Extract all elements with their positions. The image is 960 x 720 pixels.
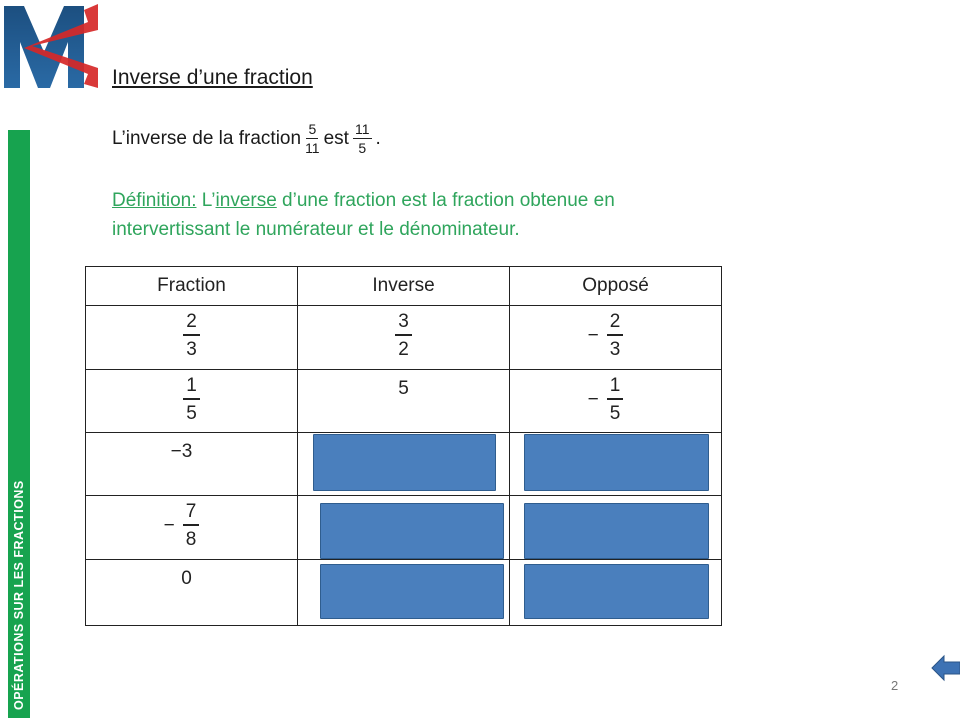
cell-oppose — [510, 306, 722, 370]
definition-term: inverse — [215, 190, 277, 211]
denominator: 8 — [185, 529, 197, 550]
numerator: 1 — [607, 376, 624, 400]
cell-fraction — [86, 560, 298, 626]
table-row — [86, 370, 722, 433]
cell-fraction — [86, 433, 298, 496]
reveal-box-inverse-row4[interactable] — [320, 503, 504, 559]
numerator: 3 — [395, 312, 412, 336]
definition-part1: L’ — [196, 190, 216, 211]
numerator: 2 — [607, 312, 624, 336]
reveal-box-oppose-row5[interactable] — [524, 564, 709, 619]
denominator: 3 — [609, 339, 621, 360]
cell-inverse — [298, 370, 510, 433]
left-arrow-icon[interactable] — [931, 654, 960, 682]
slide-title: Inverse d’une fraction — [112, 66, 313, 89]
denominator: 5 — [358, 140, 367, 156]
page-number: 2 — [891, 678, 899, 693]
table-row — [86, 306, 722, 370]
numerator: 5 — [308, 121, 317, 137]
table-header-row — [86, 267, 722, 306]
minus-sign: − — [587, 324, 599, 346]
minus-sign: − — [587, 388, 599, 410]
value: −3 — [170, 441, 193, 462]
denominator: 5 — [609, 403, 621, 424]
denominator: 11 — [305, 140, 320, 156]
numerator: 2 — [183, 312, 200, 336]
intro-prefix: L’inverse de la fraction — [112, 127, 302, 149]
definition-text — [112, 186, 712, 244]
intro-sentence — [112, 122, 381, 155]
intro-suffix: . — [375, 127, 381, 149]
intro-middle: est — [323, 127, 349, 149]
reveal-box-oppose-row3[interactable] — [524, 434, 709, 491]
reveal-box-oppose-row4[interactable] — [524, 503, 709, 559]
fraction-11-5 — [353, 122, 372, 155]
reveal-box-inverse-row3[interactable] — [313, 434, 496, 491]
value: 0 — [181, 568, 192, 589]
cell-fraction — [86, 496, 298, 560]
cell-fraction — [86, 370, 298, 433]
value: 5 — [398, 378, 409, 399]
sidebar-label: OPÉRATIONS SUR LES FRACTIONS — [12, 480, 26, 710]
header-inverse: Inverse — [298, 267, 510, 306]
minus-sign: − — [163, 514, 175, 536]
denominator: 5 — [186, 403, 197, 424]
denominator: 3 — [186, 339, 197, 360]
reveal-box-inverse-row5[interactable] — [320, 564, 504, 619]
cell-oppose — [510, 370, 722, 433]
numerator: 7 — [183, 502, 200, 526]
cell-fraction — [86, 306, 298, 370]
numerator: 1 — [183, 376, 200, 400]
header-oppose: Opposé — [510, 267, 722, 306]
cell-inverse — [298, 306, 510, 370]
header-fraction: Fraction — [86, 267, 298, 306]
denominator: 2 — [398, 339, 409, 360]
definition-part2: d’une fraction est la fraction obtenue en intervertissant le numérateur et le dénominateur. — [112, 190, 615, 240]
mc-logo-icon — [2, 2, 102, 90]
fraction-5-11 — [305, 122, 320, 155]
definition-label: Définition: — [112, 190, 197, 211]
numerator: 11 — [354, 121, 370, 137]
